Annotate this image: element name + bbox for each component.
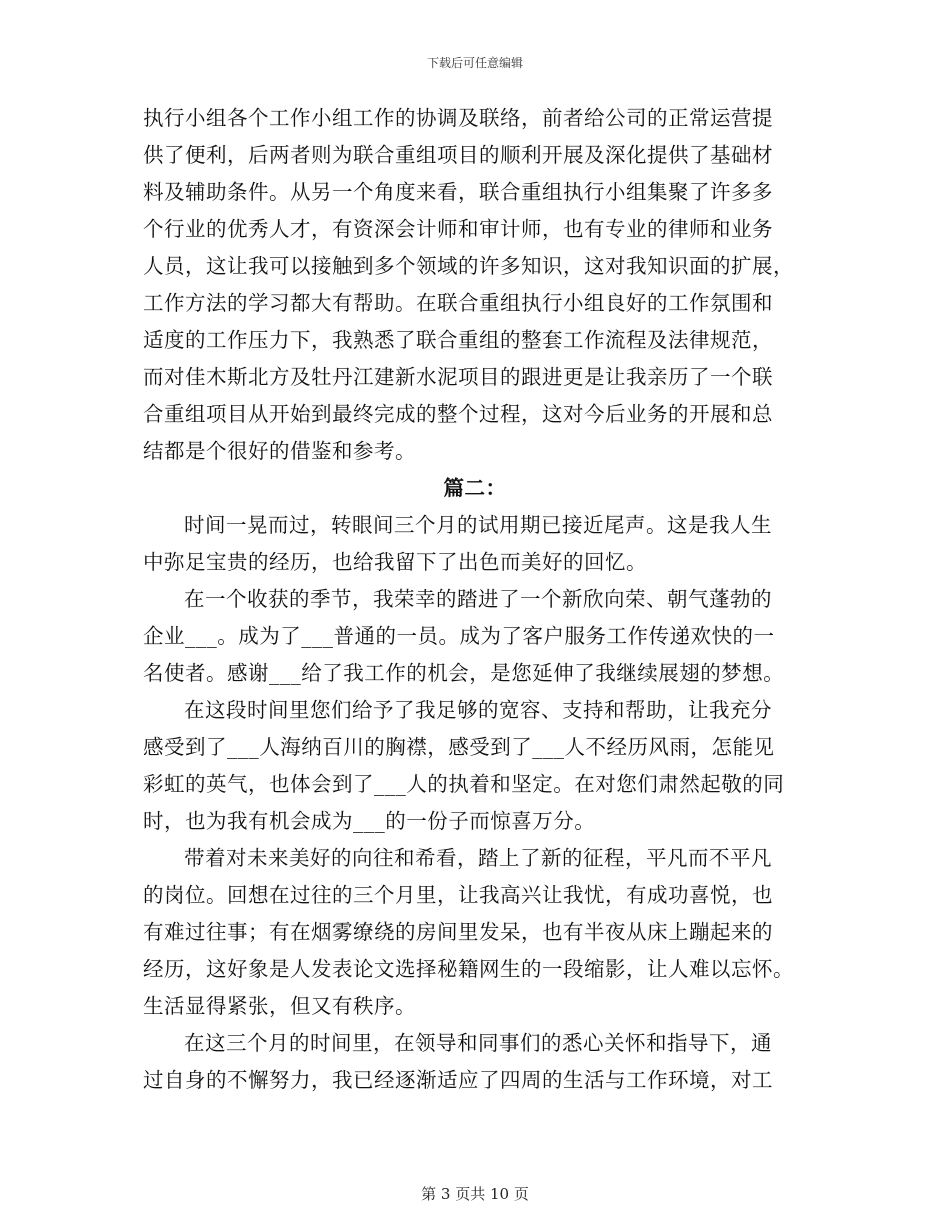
text-line: 人员，这让我可以接触到多个领域的许多知识，这对我知识面的扩展， [143, 254, 794, 278]
text-line: 而对佳木斯北方及牡丹江建新水泥项目的跟进更是让我亲历了一个联 [143, 365, 773, 389]
text-line: 合重组项目从开始到最终完成的整个过程，这对今后业务的开展和总 [143, 402, 773, 426]
page-header: 下载后可任意编辑 [426, 56, 523, 70]
text-line: 个行业的优秀人才，有资深会计师和审计师，也有专业的律师和业务 [143, 217, 773, 241]
paragraph-first-line: 在一个收获的季节，我荣幸的踏进了一个新欣向荣、朝气蓬勃的 [184, 587, 772, 611]
text-line: 时，也为我有机会成为___的一份子而惊喜万分。 [143, 809, 596, 833]
text-line: 企业___。成为了___普通的一员。成为了客户服务工作传递欢快的一 [143, 624, 775, 648]
text-line: 料及辅助条件。从另一个角度来看，联合重组执行小组集聚了许多多 [143, 180, 773, 204]
text-line: 供了便利，后两者则为联合重组项目的顺利开展及深化提供了基础材 [143, 143, 773, 167]
text-line: 过自身的不懈努力，我已经逐渐适应了四周的生活与工作环境，对工 [143, 1068, 773, 1092]
text-line: 执行小组各个工作小组工作的协调及联络，前者给公司的正常运营提 [143, 106, 773, 130]
paragraph-first-line: 在这三个月的时间里，在领导和同事们的悉心关怀和指导下，通 [184, 1031, 772, 1055]
text-line: 结都是个很好的借鉴和参考。 [143, 439, 416, 463]
section-heading: 篇二： [443, 476, 507, 500]
paragraph-first-line: 在这段时间里您们给予了我足够的宽容、支持和帮助，让我充分 [184, 698, 772, 722]
text-line: 的岗位。回想在过往的三个月里，让我高兴让我忧，有成功喜悦，也 [143, 883, 773, 907]
page-footer: 第 3 页共 10 页 [421, 1185, 529, 1203]
text-line: 感受到了___人海纳百川的胸襟，感受到了___人不经历风雨，怎能见 [143, 735, 775, 759]
text-line: 中弥足宝贵的经历，也给我留下了出色而美好的回忆。 [143, 550, 647, 574]
text-line: 经历，这好象是人发表论文选择秘籍网生的一段缩影，让人难以忘怀。 [143, 957, 794, 981]
text-line: 工作方法的学习都大有帮助。在联合重组执行小组良好的工作氛围和 [143, 291, 773, 315]
paragraph-first-line: 时间一晃而过，转眼间三个月的试用期已接近尾声。这是我人生 [184, 513, 772, 537]
paragraph-first-line: 带着对未来美好的向往和希看，踏上了新的征程，平凡而不平凡 [184, 846, 772, 870]
document-body [143, 100, 807, 1099]
text-line: 彩虹的英气，也体会到了___人的执着和坚定。在对您们肃然起敬的同 [143, 772, 785, 796]
text-line: 生活显得紧张，但又有秩序。 [143, 994, 416, 1018]
text-line: 有难过往事；有在烟雾缭绕的房间里发呆，也有半夜从床上蹦起来的 [143, 920, 773, 944]
text-line: 适度的工作压力下，我熟悉了联合重组的整套工作流程及法律规范， [143, 328, 773, 352]
text-line: 名使者。感谢___给了我工作的机会，是您延伸了我继续展翅的梦想。 [143, 661, 785, 685]
